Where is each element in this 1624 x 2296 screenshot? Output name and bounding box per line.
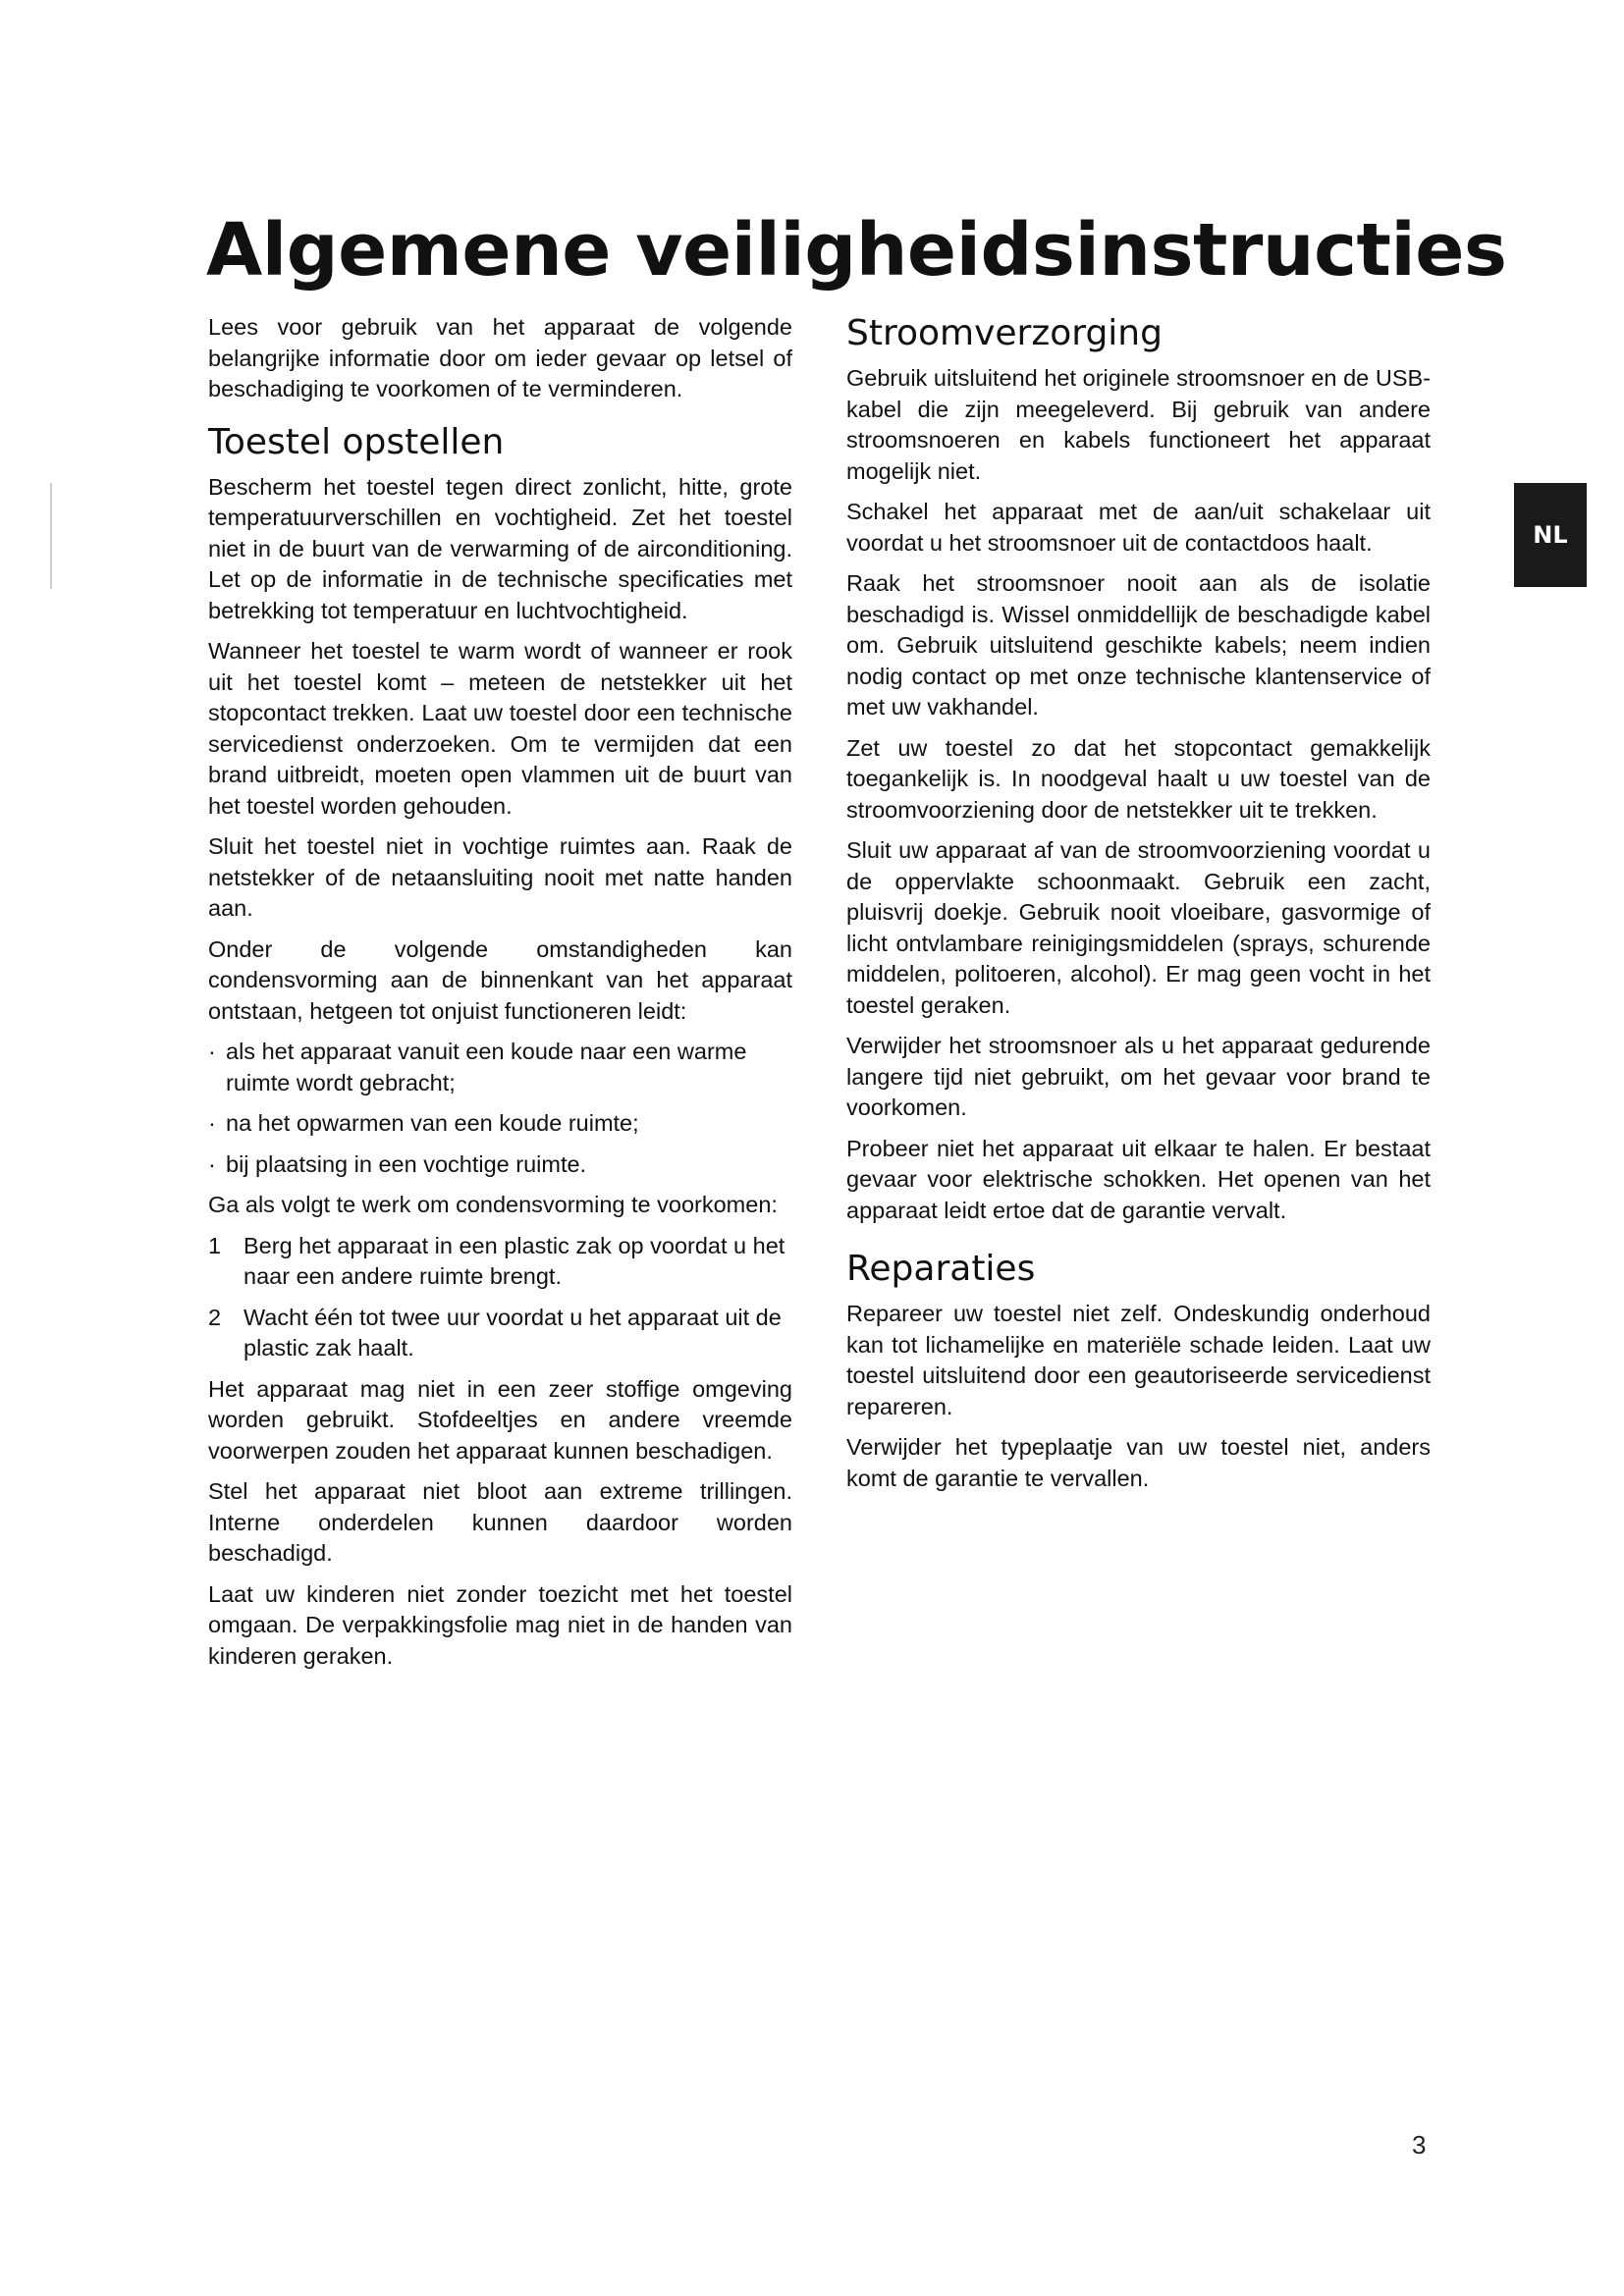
paragraph: Verwijder het typeplaatje van uw toestel niet, anders komt de garantie te vervallen. <box>846 1434 1431 1491</box>
left-column <box>208 312 792 1682</box>
paragraph: Gebruik uitsluitend het originele stroomsnoer en de USB-kabel die zijn meegeleverd. Bij gebruik van andere stroomsnoeren en kabels functioneert het apparaat mogelijk niet. <box>846 365 1431 484</box>
paragraph: Stel het apparaat niet bloot aan extreme trillingen. Interne onderdelen kunnen daardoor worden beschadigd. <box>208 1478 792 1566</box>
section-heading-stroomverzorging: Stroomverzorging <box>846 313 1163 353</box>
right-column <box>846 312 1431 1504</box>
step-item <box>208 1231 792 1293</box>
paragraph: Probeer niet het apparaat uit elkaar te halen. Er bestaat gevaar voor elektrische schokken. Het openen van het apparaat leidt ertoe dat de garantie vervalt. <box>846 1135 1431 1223</box>
paragraph: Zet uw toestel zo dat het stopcontact gemakkelijk toegankelijk is. In noodgeval haalt u uw toestel van de stroomvoorziening door de netstekker uit te trekken. <box>846 734 1431 823</box>
paragraph: Laat uw kinderen niet zonder toezicht met het toestel omgaan. De verpakkingsfolie mag niet in de handen van kinderen geraken. <box>208 1580 792 1669</box>
paragraph: Sluit het toestel niet in vochtige ruimtes aan. Raak de netstekker of de netaansluiting nooit met natte handen aan. <box>208 833 792 921</box>
section-heading-reparaties: Reparaties <box>846 1249 1036 1289</box>
step-text: Berg het apparaat in een plastic zak op voordat u het naar een andere ruimte brengt. <box>244 1232 785 1289</box>
paragraph: Raak het stroomsnoer nooit aan als de isolatie beschadigd is. Wissel onmiddellijk de beschadigde kabel om. Gebruik uitsluitend geschikte kabels; neem indien nodig contact op met onze technische klantenservice of met uw vakhandel. <box>846 570 1431 720</box>
paragraph: Onder de volgende omstandigheden kan condensvorming aan de binnenkant van het apparaat ontstaan, hetgeen tot onjuist functioneren leidt: <box>208 935 792 1024</box>
paragraph: Verwijder het stroomsnoer als u het apparaat gedurende langere tijd niet gebruikt, om het gevaar voor brand te voorkomen. <box>846 1033 1431 1120</box>
list-item <box>208 1108 792 1140</box>
step-item <box>208 1303 792 1364</box>
list-item-text: bij plaatsing in een vochtige ruimte. <box>226 1150 587 1177</box>
step-text: Wacht één tot twee uur voordat u het apparaat uit de plastic zak haalt. <box>244 1304 782 1361</box>
intro-paragraph: Lees voor gebruik van het apparaat de volgende belangrijke informatie door om ieder gevaar op letsel of beschadiging te voorkomen of te verminderen. <box>208 314 792 401</box>
paragraph: Bescherm het toestel tegen direct zonlicht, hitte, grote temperatuurverschillen en vochtigheid. Zet het toestel niet in de buurt van de verwarming of de airconditioning. Let op de informatie in de technische specificaties met betrekking tot temperatuur en luchtvochtigheid. <box>208 473 792 623</box>
paragraph: Het apparaat mag niet in een zeer stoffige omgeving worden gebruikt. Stofdeeltjes en andere vreemde voorwerpen zouden het apparaat kunnen beschadigen. <box>208 1375 792 1464</box>
list-item <box>208 1149 792 1181</box>
bullet-mark: · <box>208 1150 216 1177</box>
page-number: 3 <box>1412 2130 1427 2160</box>
bullet-mark: · <box>208 1110 216 1136</box>
paragraph: Ga als volgt te werk om condensvorming te voorkomen: <box>208 1192 778 1217</box>
list-item-text: na het opwarmen van een koude ruimte; <box>226 1110 639 1136</box>
paragraph: Sluit uw apparaat af van de stroomvoorziening voordat u de oppervlakte schoonmaakt. Gebruik een zacht, pluisvrij doekje. Gebruik nooit vloeibare, gasvormige of licht ontvlambare reinigingsmiddelen (sprays, schurende middelen, politoeren, alcohol). Er mag geen vocht in het toestel geraken. <box>846 837 1431 1018</box>
step-number: 1 <box>208 1232 222 1258</box>
page-title: Algemene veiligheidsinstructies <box>206 208 1507 293</box>
step-number: 2 <box>208 1304 222 1330</box>
list-item-text: als het apparaat vanuit een koude naar een warme ruimte wordt gebracht; <box>226 1039 747 1095</box>
list-item <box>208 1037 792 1098</box>
section-heading-toestel-opstellen: Toestel opstellen <box>208 421 505 462</box>
paragraph: Repareer uw toestel niet zelf. Ondeskundig onderhoud kan tot lichamelijke en materiële schade leiden. Laat uw toestel uitsluitend door een geautoriseerde servicedienst repareren. <box>846 1301 1431 1419</box>
margin-line <box>50 483 52 589</box>
paragraph: Schakel het apparaat met de aan/uit schakelaar uit voordat u het stroomsnoer uit de contactdoos haalt. <box>846 499 1431 556</box>
language-tab: NL <box>1514 483 1587 587</box>
bullet-mark: · <box>208 1039 216 1064</box>
paragraph: Wanneer het toestel te warm wordt of wanneer er rook uit het toestel komt – meteen de netstekker uit het stopcontact trekken. Laat uw toestel door een technische servicedienst onderzoeken. Om te vermijden dat een brand uitbreidt, moeten open vlammen uit de buurt van het toestel worden gehouden. <box>208 638 792 819</box>
